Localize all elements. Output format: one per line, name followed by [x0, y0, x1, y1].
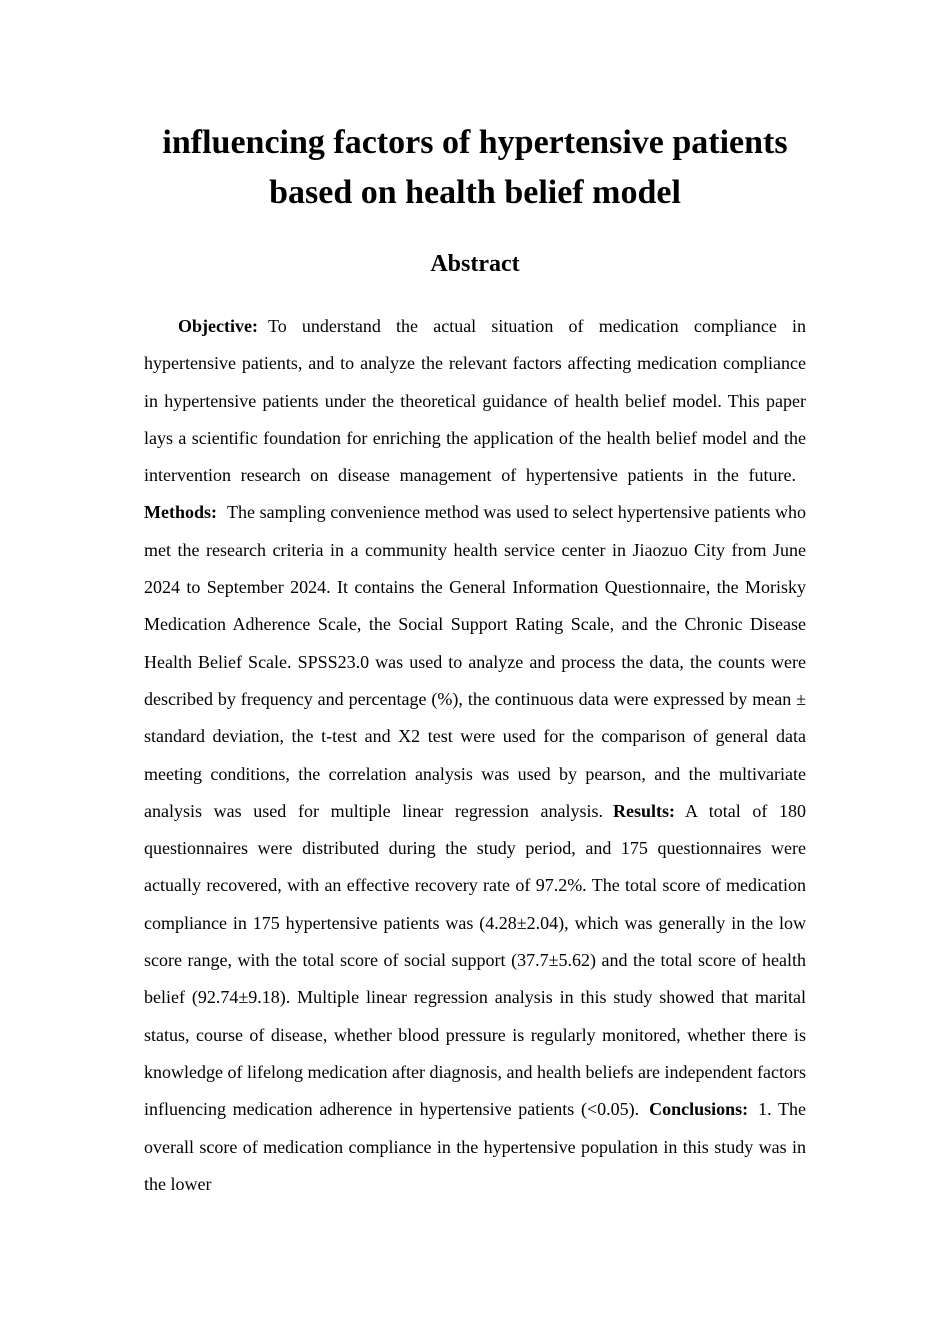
- title-line-2: based on health belief model: [269, 174, 681, 211]
- title-line-1: influencing factors of hypertensive patients: [162, 124, 788, 161]
- paper-title: [120, 118, 830, 218]
- methods-text: The sampling convenience method was used to select hypertensive patients who met the research criteria in a community health service center in Jiaozuo City from June 2024 to September 2024. It contains the General Information Questionnaire, the Morisky Medication Adherence Scale, the Social Support Rating Scale, and the Chronic Disease Health Belief Scale. SPSS23.0 was used to analyze and process the data, the counts were described by frequency and percentage (%), the continuous data were expressed by mean ± standard deviation, the t-test and X2 test were used for the comparison of general data meeting conditions, the correlation analysis was used by pearson, and the multivariate analysis was used for multiple linear regression analysis.: [144, 502, 806, 821]
- methods-label: Methods:: [144, 502, 217, 523]
- conclusions-text: 1. The overall score of medication compliance in the hypertensive population in this study was in the lower: [144, 1099, 806, 1194]
- objective-text: To understand the actual situation of medication compliance in hypertensive patients, and to analyze the relevant factors affecting medication compliance in hypertensive patients under the theoretical guidance of health belief model. This paper lays a scientific foundation for enriching the application of the health belief model and the intervention research on disease management of hypertensive patients in the future.: [144, 316, 806, 486]
- results-label: Results:: [613, 800, 676, 821]
- results-text: A total of 180 questionnaires were distributed during the study period, and 175 questionnaires were actually recovered, with an effective recovery rate of 97.2%. The total score of medication compliance in 175 hypertensive patients was (4.28±2.04), which was generally in the low score range, with the total score of social support (37.7±5.62) and the total score of health belief (92.74±9.18). Multiple linear regression analysis in this study showed that marital status, course of disease, whether blood pressure is regularly monitored, whether there is knowledge of lifelong medication after diagnosis, and health beliefs are independent factors influencing medication adherence in hypertensive patients (<0.05).: [144, 800, 807, 1120]
- conclusions-label: Conclusions:: [649, 1099, 749, 1120]
- abstract-heading: Abstract: [430, 251, 520, 277]
- abstract-body: [144, 308, 806, 1203]
- objective-label: Objective:: [178, 316, 258, 336]
